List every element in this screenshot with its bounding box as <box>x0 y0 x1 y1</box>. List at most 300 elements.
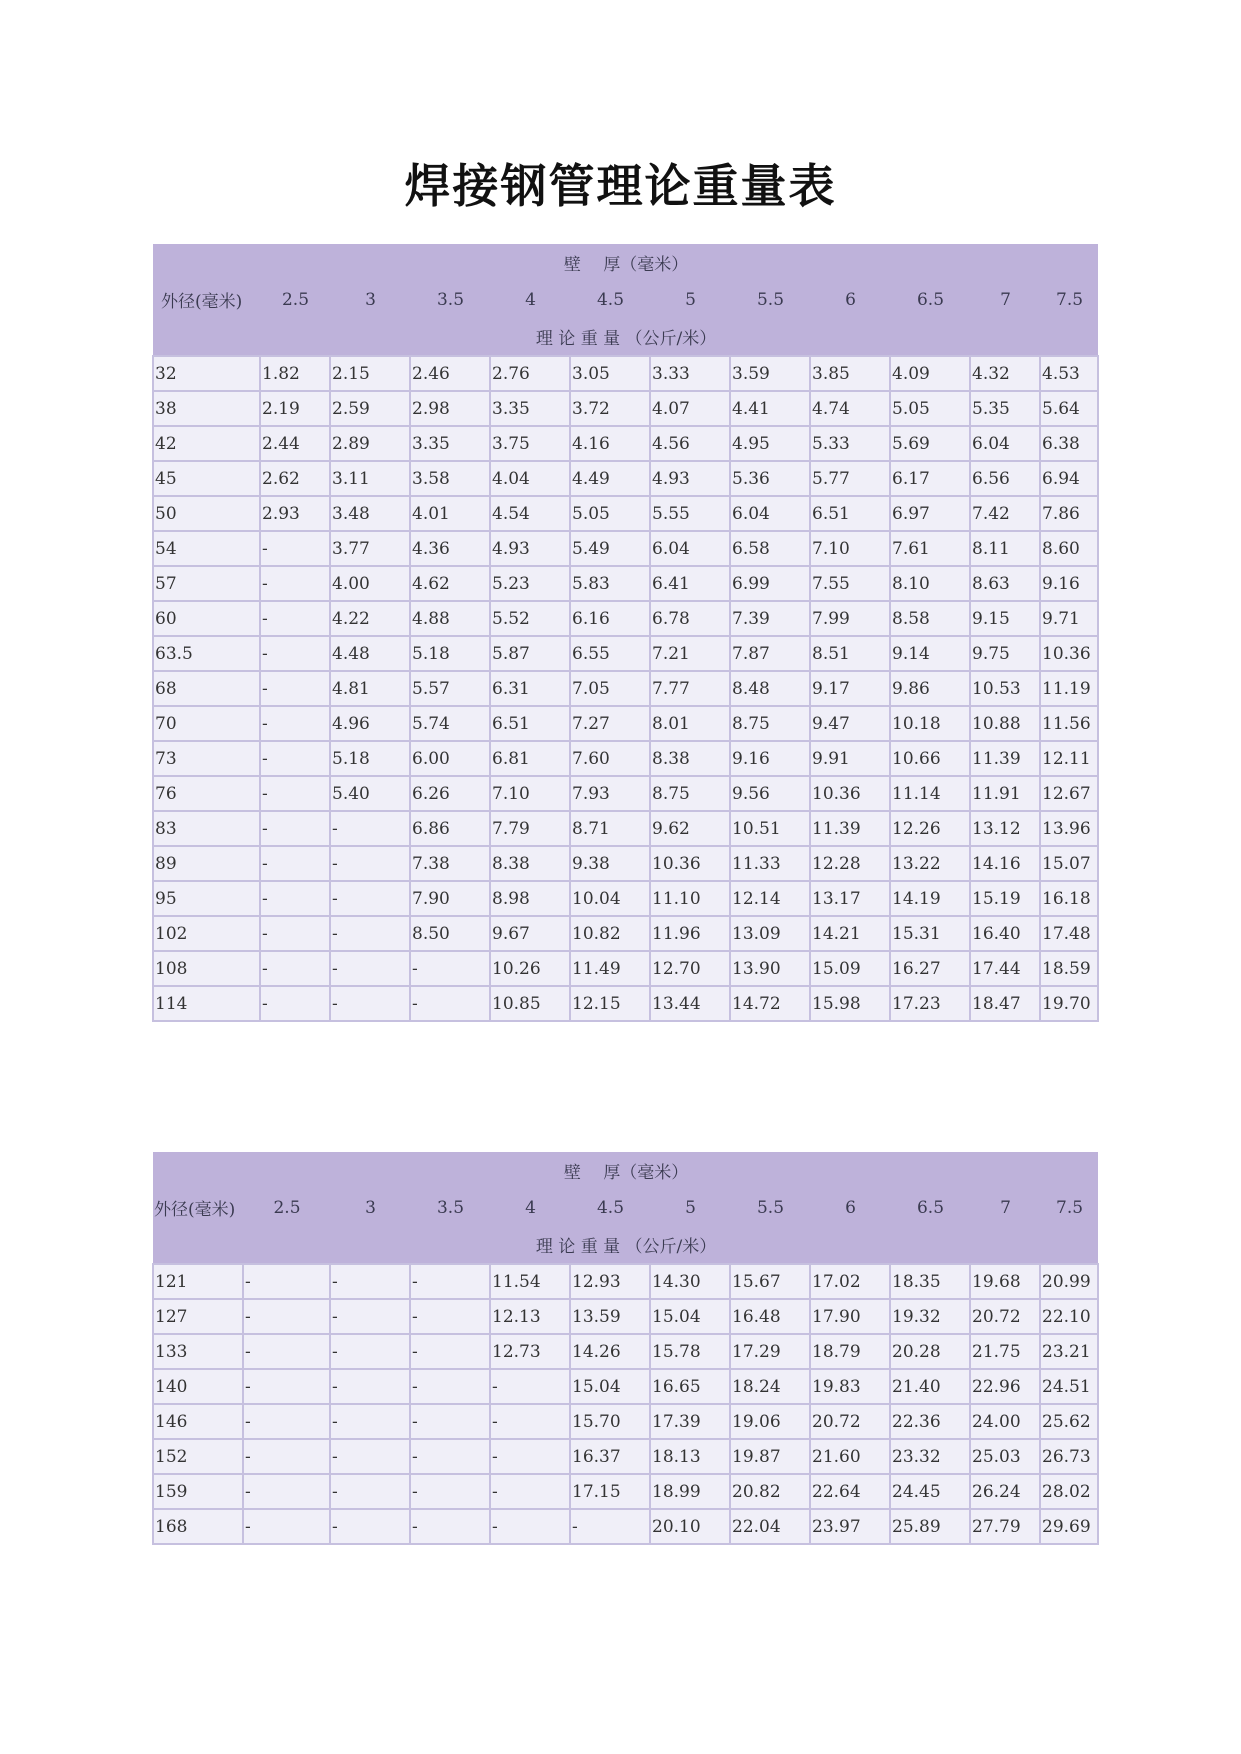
weight-cell: - <box>490 1474 570 1509</box>
weight-cell: 8.10 <box>890 566 970 601</box>
weight-cell: 8.75 <box>650 776 730 811</box>
weight-cell: 17.44 <box>970 951 1040 986</box>
weight-cell: 7.77 <box>650 671 730 706</box>
weight-cell: 13.59 <box>570 1299 650 1334</box>
weight-cell: 2.15 <box>330 356 410 391</box>
weight-cell: 3.33 <box>650 356 730 391</box>
weight-cell: 14.26 <box>570 1334 650 1369</box>
outer-diameter-cell: 95 <box>153 881 260 916</box>
weight-cell: 10.36 <box>650 846 730 881</box>
weight-cell: 22.96 <box>970 1369 1040 1404</box>
header-row-thicknesses <box>153 281 1098 318</box>
weight-cell: 17.29 <box>730 1334 810 1369</box>
weight-cell: 8.71 <box>570 811 650 846</box>
table-row <box>153 1404 1098 1439</box>
weight-cell: 3.58 <box>410 461 490 496</box>
weight-cell: 7.05 <box>570 671 650 706</box>
weight-cell: 11.33 <box>730 846 810 881</box>
thickness-col-heading: 6 <box>810 1189 890 1226</box>
weight-cell: 5.57 <box>410 671 490 706</box>
table-2-body <box>153 1264 1098 1544</box>
weight-cell: 11.14 <box>890 776 970 811</box>
weight-cell: - <box>330 1334 410 1369</box>
weight-cell: 4.93 <box>650 461 730 496</box>
outer-diameter-heading: 外径(毫米) <box>153 1189 243 1226</box>
weight-cell: 17.15 <box>570 1474 650 1509</box>
weight-cell: 13.44 <box>650 986 730 1021</box>
weight-cell: 7.27 <box>570 706 650 741</box>
weight-cell: 4.07 <box>650 391 730 426</box>
weight-cell: 6.31 <box>490 671 570 706</box>
weight-cell: 8.11 <box>970 531 1040 566</box>
weight-cell: - <box>260 741 330 776</box>
weight-cell: - <box>243 1334 330 1369</box>
weight-cell: 5.52 <box>490 601 570 636</box>
weight-cell: 17.48 <box>1040 916 1098 951</box>
weight-cell: - <box>243 1299 330 1334</box>
weight-cell: - <box>260 531 330 566</box>
weight-cell: 12.73 <box>490 1334 570 1369</box>
weight-cell: 20.10 <box>650 1509 730 1544</box>
weight-cell: 18.59 <box>1040 951 1098 986</box>
weight-cell: 5.05 <box>570 496 650 531</box>
weight-cell: 6.78 <box>650 601 730 636</box>
weight-cell: - <box>243 1509 330 1544</box>
weight-cell: 22.64 <box>810 1474 890 1509</box>
weight-cell: 7.79 <box>490 811 570 846</box>
weight-cell: 5.35 <box>970 391 1040 426</box>
thickness-col-heading: 2.5 <box>243 1189 330 1226</box>
weight-cell: 6.56 <box>970 461 1040 496</box>
table-row <box>153 951 1098 986</box>
weight-cell: 19.83 <box>810 1369 890 1404</box>
weight-cell: 24.45 <box>890 1474 970 1509</box>
thickness-col-heading: 4.5 <box>570 281 650 318</box>
weight-cell: 7.86 <box>1040 496 1098 531</box>
thickness-col-heading: 4 <box>490 281 570 318</box>
weight-cell: - <box>410 1474 490 1509</box>
weight-table-2 <box>152 1152 1099 1545</box>
weight-cell: - <box>260 986 330 1021</box>
weight-cell: 19.70 <box>1040 986 1098 1021</box>
weight-cell: 6.16 <box>570 601 650 636</box>
weight-cell: 28.02 <box>1040 1474 1098 1509</box>
weight-cell: 5.83 <box>570 566 650 601</box>
weight-cell: 2.89 <box>330 426 410 461</box>
weight-cell: 11.19 <box>1040 671 1098 706</box>
outer-diameter-cell: 146 <box>153 1404 243 1439</box>
weight-cell: - <box>410 986 490 1021</box>
outer-diameter-cell: 73 <box>153 741 260 776</box>
table-row <box>153 566 1098 601</box>
thickness-col-heading: 3.5 <box>410 1189 490 1226</box>
weight-cell: 4.04 <box>490 461 570 496</box>
weight-cell: 3.75 <box>490 426 570 461</box>
header-row-wall-thickness <box>153 244 1098 281</box>
weight-cell: - <box>490 1369 570 1404</box>
weight-cell: - <box>260 601 330 636</box>
weight-cell: - <box>243 1369 330 1404</box>
thickness-col-heading: 5 <box>650 281 730 318</box>
weight-cell: 7.60 <box>570 741 650 776</box>
weight-cell: 4.81 <box>330 671 410 706</box>
weight-cell: 14.30 <box>650 1264 730 1299</box>
weight-cell: 8.60 <box>1040 531 1098 566</box>
weight-cell: 9.86 <box>890 671 970 706</box>
weight-cell: 22.10 <box>1040 1299 1098 1334</box>
weight-cell: 13.96 <box>1040 811 1098 846</box>
outer-diameter-cell: 133 <box>153 1334 243 1369</box>
table-row <box>153 1369 1098 1404</box>
table-row <box>153 1264 1098 1299</box>
weight-cell: 12.15 <box>570 986 650 1021</box>
weight-cell: 12.11 <box>1040 741 1098 776</box>
weight-cell: - <box>243 1474 330 1509</box>
weight-cell: 12.67 <box>1040 776 1098 811</box>
weight-cell: 10.66 <box>890 741 970 776</box>
weight-cell: 2.62 <box>260 461 330 496</box>
header-row-wall-thickness <box>153 1152 1098 1189</box>
weight-cell: 5.40 <box>330 776 410 811</box>
weight-cell: 3.72 <box>570 391 650 426</box>
weight-cell: 1.82 <box>260 356 330 391</box>
weight-cell: 9.38 <box>570 846 650 881</box>
weight-cell: - <box>243 1439 330 1474</box>
weight-cell: 16.18 <box>1040 881 1098 916</box>
weight-cell: 9.67 <box>490 916 570 951</box>
weight-cell: 3.48 <box>330 496 410 531</box>
weight-cell: - <box>260 671 330 706</box>
weight-cell: 20.72 <box>810 1404 890 1439</box>
table-row <box>153 986 1098 1021</box>
weight-cell: - <box>410 1334 490 1369</box>
weight-cell: 6.38 <box>1040 426 1098 461</box>
weight-cell: 18.79 <box>810 1334 890 1369</box>
thickness-col-heading: 7 <box>970 1189 1040 1226</box>
weight-cell: 7.10 <box>810 531 890 566</box>
thickness-col-heading: 4 <box>490 1189 570 1226</box>
outer-diameter-cell: 70 <box>153 706 260 741</box>
weight-cell: 25.89 <box>890 1509 970 1544</box>
weight-cell: 6.04 <box>650 531 730 566</box>
weight-cell: 10.85 <box>490 986 570 1021</box>
weight-cell: 8.63 <box>970 566 1040 601</box>
weight-cell: 7.99 <box>810 601 890 636</box>
weight-cell: 4.54 <box>490 496 570 531</box>
weight-cell: 6.86 <box>410 811 490 846</box>
weight-cell: - <box>330 1439 410 1474</box>
weight-cell: - <box>330 1404 410 1439</box>
table-row <box>153 1299 1098 1334</box>
weight-cell: 15.04 <box>650 1299 730 1334</box>
weight-cell: - <box>260 636 330 671</box>
weight-cell: 22.36 <box>890 1404 970 1439</box>
weight-cell: 6.00 <box>410 741 490 776</box>
weight-cell: 23.32 <box>890 1439 970 1474</box>
weight-cell: 11.96 <box>650 916 730 951</box>
weight-cell: 6.04 <box>730 496 810 531</box>
weight-cell: - <box>330 1474 410 1509</box>
weight-cell: 8.51 <box>810 636 890 671</box>
weight-cell: 17.23 <box>890 986 970 1021</box>
weight-cell: 15.67 <box>730 1264 810 1299</box>
weight-cell: 3.85 <box>810 356 890 391</box>
table-row <box>153 426 1098 461</box>
outer-diameter-cell: 152 <box>153 1439 243 1474</box>
table-row <box>153 741 1098 776</box>
weight-cell: 13.90 <box>730 951 810 986</box>
weight-cell: 15.98 <box>810 986 890 1021</box>
weight-cell: 5.36 <box>730 461 810 496</box>
weight-cell: 3.35 <box>490 391 570 426</box>
table-row <box>153 1439 1098 1474</box>
weight-cell: 9.16 <box>730 741 810 776</box>
table-row <box>153 846 1098 881</box>
weight-cell: 29.69 <box>1040 1509 1098 1544</box>
outer-diameter-heading: 外径(毫米) <box>153 281 260 318</box>
weight-cell: 6.99 <box>730 566 810 601</box>
outer-diameter-cell: 42 <box>153 426 260 461</box>
weight-cell: 15.70 <box>570 1404 650 1439</box>
header-row-weight-unit <box>153 1226 1098 1264</box>
weight-cell: 6.04 <box>970 426 1040 461</box>
weight-cell: 14.72 <box>730 986 810 1021</box>
weight-cell: 2.46 <box>410 356 490 391</box>
outer-diameter-cell: 83 <box>153 811 260 846</box>
outer-diameter-cell: 89 <box>153 846 260 881</box>
weight-cell: 20.72 <box>970 1299 1040 1334</box>
weight-cell: - <box>410 951 490 986</box>
page-title: 焊接钢管理论重量表 <box>404 159 837 213</box>
thickness-col-heading: 6 <box>810 281 890 318</box>
weight-cell: - <box>490 1439 570 1474</box>
weight-cell: 7.61 <box>890 531 970 566</box>
thickness-col-heading: 6.5 <box>890 1189 970 1226</box>
weight-cell: 4.01 <box>410 496 490 531</box>
weight-cell: 27.79 <box>970 1509 1040 1544</box>
weight-cell: - <box>330 986 410 1021</box>
weight-cell: 5.87 <box>490 636 570 671</box>
outer-diameter-cell: 63.5 <box>153 636 260 671</box>
table-row <box>153 916 1098 951</box>
weight-cell: 3.77 <box>330 531 410 566</box>
weight-cell: 18.13 <box>650 1439 730 1474</box>
weight-cell: 13.12 <box>970 811 1040 846</box>
weight-cell: 19.68 <box>970 1264 1040 1299</box>
outer-diameter-cell: 127 <box>153 1299 243 1334</box>
weight-cell: 7.55 <box>810 566 890 601</box>
weight-cell: 15.31 <box>890 916 970 951</box>
weight-cell: 12.14 <box>730 881 810 916</box>
table-row <box>153 776 1098 811</box>
weight-cell: 9.75 <box>970 636 1040 671</box>
weight-cell: 18.47 <box>970 986 1040 1021</box>
weight-cell: 10.51 <box>730 811 810 846</box>
weight-cell: 12.26 <box>890 811 970 846</box>
weight-cell: 5.33 <box>810 426 890 461</box>
weight-cell: - <box>330 881 410 916</box>
weight-cell: - <box>330 846 410 881</box>
weight-cell: 18.24 <box>730 1369 810 1404</box>
thickness-col-heading: 2.5 <box>260 281 330 318</box>
weight-cell: 6.17 <box>890 461 970 496</box>
table-row <box>153 671 1098 706</box>
weight-cell: 9.17 <box>810 671 890 706</box>
weight-table-1 <box>152 244 1099 1022</box>
weight-cell: 19.06 <box>730 1404 810 1439</box>
weight-cell: 12.28 <box>810 846 890 881</box>
thickness-col-heading: 3.5 <box>410 281 490 318</box>
weight-cell: - <box>490 1509 570 1544</box>
wall-thickness-heading: 壁 厚（毫米） <box>153 1152 1098 1189</box>
weight-cell: 18.35 <box>890 1264 970 1299</box>
weight-cell: 2.76 <box>490 356 570 391</box>
outer-diameter-cell: 114 <box>153 986 260 1021</box>
weight-cell: 11.39 <box>970 741 1040 776</box>
weight-cell: 7.93 <box>570 776 650 811</box>
weight-cell: 7.10 <box>490 776 570 811</box>
weight-cell: 2.93 <box>260 496 330 531</box>
weight-cell: 9.62 <box>650 811 730 846</box>
weight-cell: - <box>410 1264 490 1299</box>
weight-cell: 10.36 <box>810 776 890 811</box>
weight-cell: - <box>330 811 410 846</box>
weight-cell: 2.59 <box>330 391 410 426</box>
weight-cell: 6.97 <box>890 496 970 531</box>
outer-diameter-cell: 38 <box>153 391 260 426</box>
weight-cell: - <box>330 1509 410 1544</box>
weight-cell: 14.19 <box>890 881 970 916</box>
weight-cell: 4.22 <box>330 601 410 636</box>
weight-cell: 4.96 <box>330 706 410 741</box>
weight-cell: 13.09 <box>730 916 810 951</box>
weight-cell: - <box>260 846 330 881</box>
weight-cell: 16.37 <box>570 1439 650 1474</box>
thickness-col-heading: 7.5 <box>1040 1189 1098 1226</box>
weight-cell: 2.44 <box>260 426 330 461</box>
weight-cell: 8.01 <box>650 706 730 741</box>
weight-cell: 9.71 <box>1040 601 1098 636</box>
weight-cell: - <box>260 916 330 951</box>
weight-cell: 8.98 <box>490 881 570 916</box>
weight-cell: 20.99 <box>1040 1264 1098 1299</box>
weight-cell: - <box>410 1369 490 1404</box>
thickness-col-heading: 3 <box>330 281 410 318</box>
weight-cell: 4.74 <box>810 391 890 426</box>
weight-cell: 3.05 <box>570 356 650 391</box>
thickness-col-heading: 6.5 <box>890 281 970 318</box>
outer-diameter-cell: 68 <box>153 671 260 706</box>
weight-cell: 5.64 <box>1040 391 1098 426</box>
outer-diameter-cell: 60 <box>153 601 260 636</box>
weight-cell: 6.41 <box>650 566 730 601</box>
weight-cell: 6.58 <box>730 531 810 566</box>
table-row <box>153 461 1098 496</box>
outer-diameter-cell: 76 <box>153 776 260 811</box>
weight-cell: 10.26 <box>490 951 570 986</box>
weight-cell: - <box>243 1264 330 1299</box>
weight-cell: - <box>243 1404 330 1439</box>
weight-cell: 4.41 <box>730 391 810 426</box>
weight-cell: 11.91 <box>970 776 1040 811</box>
weight-cell: 4.62 <box>410 566 490 601</box>
table-row <box>153 601 1098 636</box>
weight-cell: 6.51 <box>810 496 890 531</box>
weight-cell: - <box>260 881 330 916</box>
table-1-body <box>153 356 1098 1021</box>
weight-cell: 13.17 <box>810 881 890 916</box>
weight-cell: - <box>260 776 330 811</box>
outer-diameter-cell: 168 <box>153 1509 243 1544</box>
weight-cell: 4.93 <box>490 531 570 566</box>
weight-cell: 7.90 <box>410 881 490 916</box>
weight-cell: - <box>330 1299 410 1334</box>
table-row <box>153 811 1098 846</box>
weight-cell: 24.51 <box>1040 1369 1098 1404</box>
weight-cell: 10.82 <box>570 916 650 951</box>
weight-cell: 5.69 <box>890 426 970 461</box>
weight-cell: - <box>330 916 410 951</box>
weight-cell: 12.70 <box>650 951 730 986</box>
weight-cell: 26.73 <box>1040 1439 1098 1474</box>
weight-cell: 7.21 <box>650 636 730 671</box>
weight-cell: 5.77 <box>810 461 890 496</box>
weight-cell: 11.54 <box>490 1264 570 1299</box>
weight-unit-heading: 理 论 重 量 （公斤/米） <box>153 318 1098 356</box>
weight-cell: 11.49 <box>570 951 650 986</box>
weight-cell: 4.32 <box>970 356 1040 391</box>
weight-cell: 11.56 <box>1040 706 1098 741</box>
outer-diameter-cell: 121 <box>153 1264 243 1299</box>
outer-diameter-cell: 45 <box>153 461 260 496</box>
weight-cell: - <box>570 1509 650 1544</box>
weight-cell: - <box>260 951 330 986</box>
thickness-col-heading: 7 <box>970 281 1040 318</box>
weight-cell: 5.18 <box>410 636 490 671</box>
weight-cell: 15.78 <box>650 1334 730 1369</box>
table-row <box>153 706 1098 741</box>
table-row <box>153 636 1098 671</box>
table-row <box>153 1474 1098 1509</box>
weight-cell: 9.56 <box>730 776 810 811</box>
weight-cell: 14.21 <box>810 916 890 951</box>
weight-cell: 6.81 <box>490 741 570 776</box>
weight-cell: 2.98 <box>410 391 490 426</box>
weight-cell: 16.27 <box>890 951 970 986</box>
weight-cell: 22.04 <box>730 1509 810 1544</box>
weight-cell: 8.75 <box>730 706 810 741</box>
weight-cell: 15.19 <box>970 881 1040 916</box>
weight-cell: - <box>260 566 330 601</box>
weight-cell: 8.38 <box>490 846 570 881</box>
weight-cell: 6.51 <box>490 706 570 741</box>
weight-cell: 12.13 <box>490 1299 570 1334</box>
outer-diameter-cell: 50 <box>153 496 260 531</box>
weight-cell: 11.10 <box>650 881 730 916</box>
thickness-col-heading: 7.5 <box>1040 281 1098 318</box>
weight-cell: 7.87 <box>730 636 810 671</box>
weight-cell: 11.39 <box>810 811 890 846</box>
weight-cell: 14.16 <box>970 846 1040 881</box>
weight-cell: 10.88 <box>970 706 1040 741</box>
weight-cell: 5.55 <box>650 496 730 531</box>
weight-cell: 6.94 <box>1040 461 1098 496</box>
weight-cell: 5.74 <box>410 706 490 741</box>
weight-cell: 7.38 <box>410 846 490 881</box>
weight-cell: - <box>330 951 410 986</box>
weight-cell: 5.05 <box>890 391 970 426</box>
weight-cell: 4.49 <box>570 461 650 496</box>
